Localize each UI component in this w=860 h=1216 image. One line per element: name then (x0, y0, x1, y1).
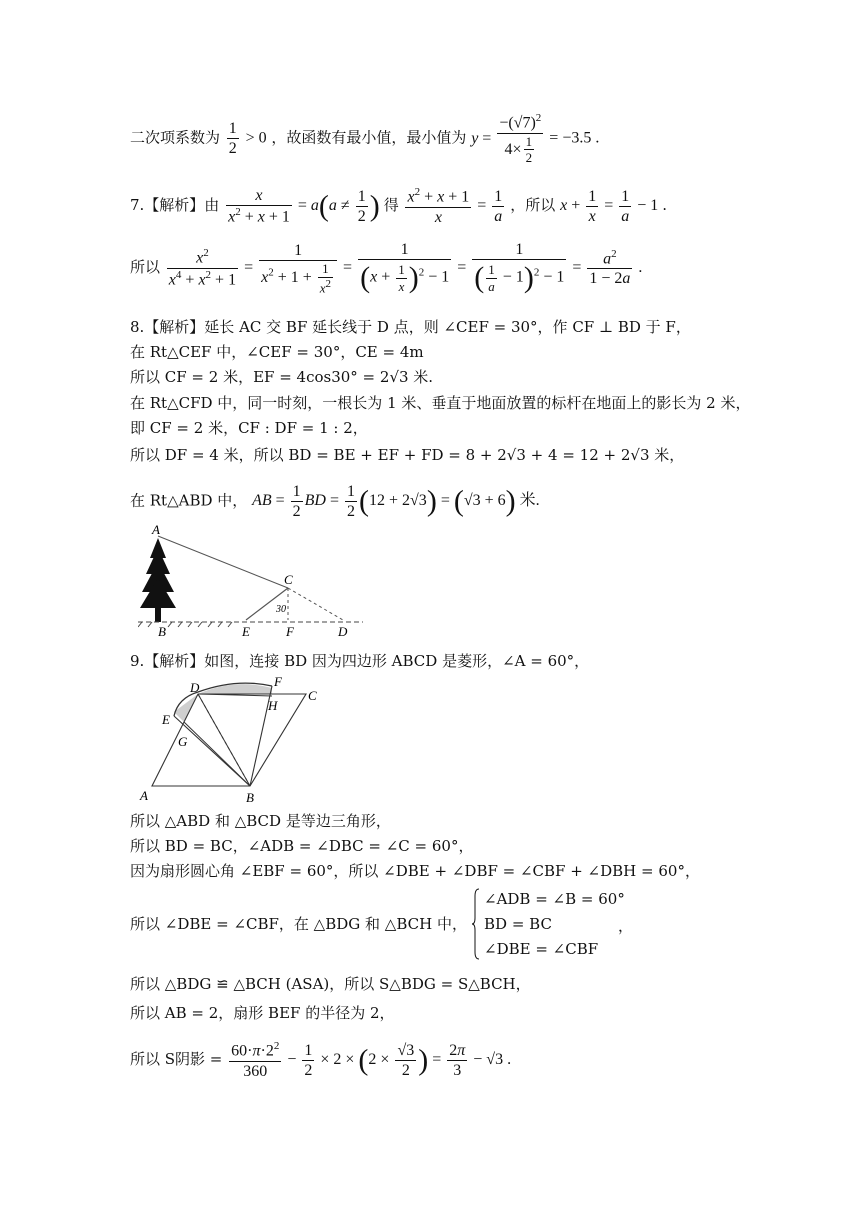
label-angle: 30 (276, 604, 286, 615)
p7-head: 7.【解析】由 (130, 196, 220, 215)
p9-line4: 因为扇形圆心角 ∠EBF = 60°，所以 ∠DBE + ∠DBF = ∠CBF + ∠DBH = 60°， (130, 862, 700, 880)
label-b: B (158, 624, 166, 639)
label-g: G (178, 734, 188, 749)
math-result: = −3.5 . (549, 129, 600, 147)
p7-line1 (130, 186, 667, 227)
p8-line7-prefix: 在 Rt△ABD 中， (130, 491, 248, 510)
p9-line8-prefix: 所以 S阴影 = (130, 1050, 223, 1069)
text-segment: ，故函数有最小值，最小值为 (271, 128, 467, 147)
figure-tree-shadow (138, 522, 368, 642)
p9-line5: 所以 ∠DBE = ∠CBF，在 △BDG 和 △BCH 中， (130, 915, 467, 933)
tree-icon (140, 538, 176, 622)
label-f: F (286, 624, 294, 639)
label-e: E (162, 712, 170, 727)
p9-line8 (130, 1040, 511, 1081)
p9-line7: 所以 AB = 2，扇形 BEF 的半径为 2， (130, 1004, 395, 1022)
p7-eq2: $\frac{x^2 + x + 1}{x}$ = $\frac{1}{a}$ (407, 186, 503, 226)
system-end-comma: ， (618, 917, 634, 935)
p7-line2 (130, 240, 642, 296)
p9-line8-math: $\frac{60\cdot\pi\cdot 2^2}{360}$ − $\frac{1}{2}$ × 2 × (2 × $\frac{√3}{2}$ ) = $\frac{2\pi}{3}$ − √3 . (231, 1040, 512, 1080)
p9-line3: 所以 BD = BC，∠ADB = ∠DBC = ∠C = 60°， (130, 837, 474, 855)
p8-line5: 即 CF = 2 米，CF : DF = 1 : 2， (130, 419, 368, 437)
math-y-expression: y = $-(√7)^2$ 4× $\frac{1}{2}$ (471, 112, 542, 166)
system-line-2: BD = BC (484, 915, 552, 933)
text-segment: 二次项系数为 (130, 128, 221, 147)
label-f: F (274, 674, 282, 689)
p7-mid1: 得 (383, 196, 399, 215)
p7-chain: $\frac{x^2}{x^4 + x^2 + 1}$ = 1 $x^2 + 1$ + $\frac{1}{x^2}$ = 1 (x + $\frac{1}{x}$ )$^2$ − 1 = 1 ( $\frac{1}{a}$ − 1)$^2$ − 1 = $\frac{a^2}{1 - 2a}$ . (168, 241, 643, 295)
system-line-3: ∠DBE = ∠CBF (484, 940, 599, 958)
p7-line2-prefix: 所以 (130, 257, 161, 276)
math-gt-zero: > 0 (245, 129, 267, 147)
p8-line6: 所以 DF = 4 米，所以 BD = BE + EF + FD = 8 + 2√3 + 4 = 12 + 2√3 米， (130, 446, 685, 464)
system-line-1: ∠ADB = ∠B = 60° (484, 890, 625, 908)
label-d: D (190, 680, 200, 695)
p7-end: . (662, 196, 668, 215)
label-d: D (338, 624, 348, 639)
line-min-value (130, 112, 599, 166)
p7-mid2: ，所以 (510, 196, 556, 215)
p9-line2: 所以 △ABD 和 △BCD 是等边三角形， (130, 812, 391, 830)
label-e: E (242, 624, 250, 639)
label-b: B (246, 790, 254, 804)
figure-rhombus-sector (138, 674, 338, 804)
p8-line4: 在 Rt△CFD 中，同一时刻，一根长为 1 米、垂直于地面放置的标杆在地面上的影长为 2 米， (130, 394, 751, 412)
p8-line7-math: AB = $\frac{1}{2}$ BD = $\frac{1}{2}$ (12 + 2√3) = (√3 + 6) 米. (252, 483, 540, 521)
p7-eq3: x + $\frac{1}{x}$ = $\frac{1}{a}$ − 1 (560, 187, 663, 225)
p8-line3: 所以 CF = 2 米，EF = 4cos30° = 2√3 米. (130, 368, 434, 386)
p8-line7 (130, 482, 540, 521)
label-a: A (152, 522, 160, 537)
system-brace-icon (472, 888, 480, 960)
label-a: A (140, 788, 148, 803)
label-h: H (268, 698, 278, 713)
p8-line1: 8.【解析】延长 AC 交 BF 延长线于 D 点，则 ∠CEF = 30°，作 CF ⊥ BD 于 F， (130, 318, 691, 336)
p9-line6: 所以 △BDG ≌ △BCH (ASA)，所以 S△BDG = S△BCH， (130, 975, 531, 993)
fraction-half: $\frac{1}{2}$ (228, 119, 237, 158)
label-c: C (308, 688, 317, 703)
label-c: C (284, 572, 293, 587)
p9-line1: 9.【解析】如图，连接 BD 因为四边形 ABCD 是菱形，∠A = 60°， (130, 652, 590, 670)
p7-eq1: $\frac{x}{x^2 + x + 1}$ = a(a ≠ $\frac{1}{2}$ ) (228, 187, 380, 226)
p8-line2: 在 Rt△CEF 中，∠CEF = 30°，CE = 4m (130, 343, 424, 361)
